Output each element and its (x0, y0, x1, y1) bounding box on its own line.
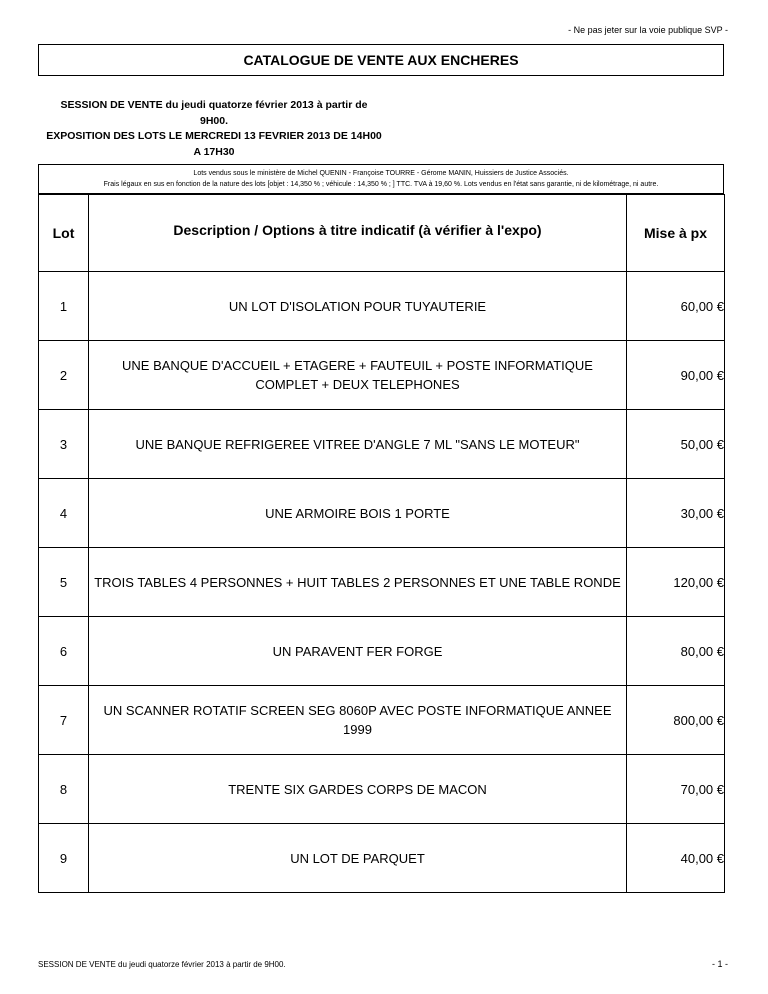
lot-number: 6 (39, 617, 89, 686)
lot-number: 2 (39, 341, 89, 410)
lot-description: UNE BANQUE REFRIGEREE VITREE D'ANGLE 7 ML "SANS LE MOTEUR" (89, 410, 627, 479)
lot-number: 3 (39, 410, 89, 479)
lot-description: UNE ARMOIRE BOIS 1 PORTE (89, 479, 627, 548)
page-number: - 1 - (711, 959, 728, 969)
header-lot: Lot (39, 195, 89, 272)
table-row (39, 824, 725, 893)
table-row (39, 548, 725, 617)
lot-description: UN SCANNER ROTATIF SCREEN SEG 8060P AVEC POSTE INFORMATIQUE ANNEE 1999 (89, 686, 627, 755)
legal-notice (38, 164, 724, 194)
lot-number: 9 (39, 824, 89, 893)
lot-price: 120,00 € (627, 548, 725, 617)
lot-description: UN LOT DE PARQUET (89, 824, 627, 893)
lot-number: 8 (39, 755, 89, 824)
legal-line: Frais légaux en sus en fonction de la nature des lots [objet : 14,350 % ; véhicule : 14,350 % ; ] TTC. TVA à 19,60 %. Lots vendus en l'état sans garantie, ni de kilométrage, ni autre. (103, 181, 659, 188)
lot-price: 50,00 € (627, 410, 725, 479)
table-row (39, 410, 725, 479)
lot-price: 30,00 € (627, 479, 725, 548)
session-line: 9H00. (199, 114, 229, 127)
lot-price: 80,00 € (627, 617, 725, 686)
lot-price: 800,00 € (627, 686, 725, 755)
header-description: Description / Options à titre indicatif (à vérifier à l'expo) (89, 195, 627, 272)
lot-price: 70,00 € (627, 755, 725, 824)
page-title: CATALOGUE DE VENTE AUX ENCHERES (38, 44, 724, 76)
lot-description: UNE BANQUE D'ACCUEIL + ETAGERE + FAUTEUIL + POSTE INFORMATIQUE COMPLET + DEUX TELEPHONES (89, 341, 627, 410)
legal-line: Lots vendus sous le ministère de Michel QUENIN - Françoise TOURRE - Gérome MANIN, Huissiers de Justice Associés. (193, 170, 569, 177)
table-row (39, 272, 725, 341)
lot-price: 90,00 € (627, 341, 725, 410)
header-note: - Ne pas jeter sur la voie publique SVP - (568, 25, 728, 35)
lot-description: UN PARAVENT FER FORGE (89, 617, 627, 686)
table-row (39, 686, 725, 755)
lot-number: 1 (39, 272, 89, 341)
lot-price: 60,00 € (627, 272, 725, 341)
lot-description: UN LOT D'ISOLATION POUR TUYAUTERIE (89, 272, 627, 341)
lot-number: 4 (39, 479, 89, 548)
exposition-line: EXPOSITION DES LOTS LE MERCREDI 13 FEVRIER 2013 DE 14H00 (46, 130, 382, 142)
table-row (39, 479, 725, 548)
table-row (39, 617, 725, 686)
table-header-row (39, 195, 725, 272)
table-row (39, 755, 725, 824)
session-info (38, 98, 390, 160)
lot-description: TRENTE SIX GARDES CORPS DE MACON (89, 755, 627, 824)
session-line: SESSION DE VENTE du jeudi quatorze février 2013 à partir de (60, 99, 368, 111)
lot-description: TROIS TABLES 4 PERSONNES + HUIT TABLES 2 PERSONNES ET UNE TABLE RONDE (89, 548, 627, 617)
lot-number: 5 (39, 548, 89, 617)
table-row (39, 341, 725, 410)
footer-session: SESSION DE VENTE du jeudi quatorze février 2013 à partir de 9H00. (38, 960, 286, 969)
header-price: Mise à px (627, 195, 725, 272)
lots-table (38, 194, 725, 893)
lot-price: 40,00 € (627, 824, 725, 893)
lot-number: 7 (39, 686, 89, 755)
exposition-line: A 17H30 (193, 145, 235, 158)
